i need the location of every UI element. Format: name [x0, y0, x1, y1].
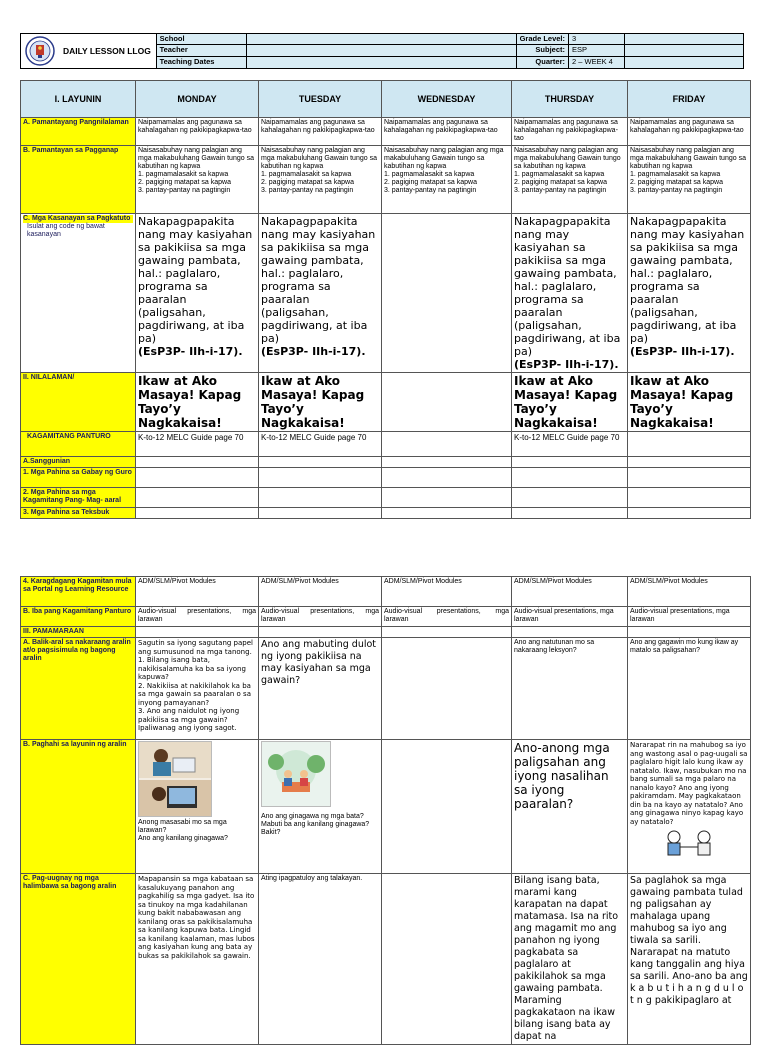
empty-cell	[628, 488, 751, 508]
cell-text: Nararapat rin na mahubog sa iyo ang wastong asal o pag-uugali sa paglalaro higit lalo kung ikaw ay natatalo. Ikaw, nasubukan mo na bang sumali sa mga palaro na nanalo kayo? Ano ang iyong pakiramdam. May pagkakataon din ba na kayo ay natatalo? Ano ang ginagawa ninyo kapag kayo ay natatalo?	[630, 741, 748, 826]
cell-monday: Ikaw at Ako Masaya! Kapag Tayo’y Nagkakaisa!	[136, 373, 259, 432]
cell-monday: ADM/SLM/Pivot Modules	[136, 577, 259, 607]
col-header-layunin: I. LAYUNIN	[21, 81, 136, 118]
row-balik-aral	[21, 638, 751, 740]
cell-wednesday: ADM/SLM/Pivot Modules	[382, 577, 512, 607]
cell-monday: K-to-12 MELC Guide page 70	[136, 432, 259, 457]
spacer-cell	[625, 45, 743, 56]
row-label: KAGAMITANG PANTURO	[21, 432, 136, 457]
cell-friday: Sa paglahok sa mga gawaing pambata tulad ng paligsahan ay mahalaga upang mahubog sa iyo ang tiwala sa sarili. Nararapat na matuto kang tanggalin ang hiya sa sarili. Ano-ano ba ang k a b u t i h a n g d u l o t n g pakikipaglaro at	[628, 874, 751, 1045]
cell-thursday: Naisasabuhay nang palagian ang mga makabuluhang Gawain tungo sa kabutihan ng kapwa 1. pagmamalasakit sa kapwa 2. pagiging matapat sa kapwa 3. pantay-pantay na pagtingin	[512, 146, 628, 214]
empty-cell	[259, 468, 382, 488]
cell-tuesday: Ano ang mabuting dulot ng iyong pakikiisa na may kasiyahan sa mga gawain?	[259, 638, 382, 740]
cell-wednesday	[382, 740, 512, 874]
row-kagamitang-pang-mag-aaral	[21, 488, 751, 508]
cell-wednesday: Naipamamalas ang pagunawa sa kahalagahan ng pakikipagkapwa-tao	[382, 118, 512, 146]
cell-friday	[628, 740, 751, 874]
col-header-friday: FRIDAY	[628, 81, 751, 118]
empty-cell	[136, 508, 259, 519]
row-label: 2. Mga Pahina sa mga Kagamitang Pang- Mag- aaral	[21, 488, 136, 508]
row-paghahi-sa-layunin	[21, 740, 751, 874]
header-bar	[20, 33, 744, 69]
teacher-label: Teacher	[157, 45, 247, 56]
empty-cell	[628, 457, 751, 468]
empty-cell	[259, 627, 382, 638]
empty-cell	[628, 627, 751, 638]
competency-code: (EsP3P- IIh-i-17).	[138, 345, 243, 358]
cell-tuesday: Audio-visual presentations, mga larawan	[259, 607, 382, 627]
row-label: 1. Mga Pahina sa Gabay ng Guro	[21, 468, 136, 488]
col-header-wednesday: WEDNESDAY	[382, 81, 512, 118]
row-label: A.Sanggunian	[21, 457, 136, 468]
cell-text: Ano ang ginagawa ng mga bata? Mabuti ba ang kanilang ginagawa? Bakit?	[261, 813, 370, 836]
cell-thursday: Bilang isang bata, marami kang karapatan na dapat matamasa. Isa na rito ang magamit mo ang panahon ng iyong pagkabata sa paglalaro at pakikilahok sa mga gawaing pambata. Maraming pagkakataon na ikaw bilang isang bata ay dapat na	[512, 874, 628, 1045]
empty-cell	[259, 508, 382, 519]
row-label: A. Pamantayang Pangnilalaman	[21, 118, 136, 146]
table-header-row	[21, 81, 751, 118]
col-header-tuesday: TUESDAY	[259, 81, 382, 118]
row-karagdagang-kagamitan	[21, 577, 751, 607]
cell-monday	[136, 740, 259, 874]
row-label: B. Pamantayan sa Pagganap	[21, 146, 136, 214]
subject-value: ESP	[569, 45, 625, 56]
cell-thursday	[512, 214, 628, 373]
empty-cell	[512, 457, 628, 468]
cell-friday: Ano ang gagawin mo kung ikaw ay matalo sa paligsahan?	[628, 638, 751, 740]
cell-wednesday: Naisasabuhay nang palagian ang mga makabuluhang Gawain tungo sa kabutihan ng kapwa 1. pagmamalasakit sa kapwa 2. pagiging matapat sa kapwa 3. pantay-pantay na pagtingin	[382, 146, 512, 214]
empty-cell	[136, 627, 259, 638]
subject-label: Subject:	[517, 45, 569, 56]
empty-cell	[136, 488, 259, 508]
quarter-label: Quarter:	[517, 57, 569, 68]
row-label: B. Iba pang Kagamitang Panturo	[21, 607, 136, 627]
row-label: A. Balik-aral sa nakaraang aralin at/o pagsisimula ng bagong aralin	[21, 638, 136, 740]
row-sanggunian	[21, 457, 751, 468]
cell-wednesday	[382, 432, 512, 457]
lesson-table-bottom	[20, 576, 751, 1045]
empty-cell	[136, 468, 259, 488]
children-playing-illustration	[261, 741, 331, 807]
row-pamantayan-sa-pagganap	[21, 146, 751, 214]
row-label: C. Pag-uugnay ng mga halimbawa sa bagong aralin	[21, 874, 136, 1045]
spacer-cell	[625, 57, 743, 68]
header-brand	[21, 34, 157, 68]
grade-level-label: Grade Level:	[517, 34, 569, 45]
cell-friday	[628, 432, 751, 457]
cell-tuesday: Ating ipagpatuloy ang talakayan.	[259, 874, 382, 1045]
cell-thursday: K-to-12 MELC Guide page 70	[512, 432, 628, 457]
row-label: 3. Mga Pahina sa Teksbuk	[21, 508, 136, 519]
empty-cell	[628, 508, 751, 519]
empty-cell	[512, 468, 628, 488]
row-nilalaman	[21, 373, 751, 432]
cell-thursday: Ikaw at Ako Masaya! Kapag Tayo’y Nagkakaisa!	[512, 373, 628, 432]
competency-code: (EsP3P- IIh-i-17).	[630, 345, 735, 358]
cell-tuesday	[259, 740, 382, 874]
cell-wednesday	[382, 214, 512, 373]
empty-cell	[136, 457, 259, 468]
row-sublabel: Isulat ang code ng bawat kasanayan	[27, 223, 105, 238]
cell-friday: Naipamamalas ang pagunawa sa kahalagahan ng pakikipagkapwa-tao	[628, 118, 751, 146]
row-kagamitang-panturo	[21, 432, 751, 457]
col-header-thursday: THURSDAY	[512, 81, 628, 118]
competency-text: Nakapagpapakita nang may kasiyahan sa pakikiisa sa mga gawaing pambata, hal.: paglalaro, programa sa paaralan (paligsahan, pagdiriwang, at iba pa)	[138, 215, 253, 345]
empty-cell	[382, 468, 512, 488]
cell-tuesday: Naipamamalas ang pagunawa sa kahalagahan ng pakikipagkapwa-tao	[259, 118, 382, 146]
header-info-grid	[157, 34, 743, 68]
cell-monday: Naisasabuhay nang palagian ang mga makabuluhang Gawain tungo sa kabutihan ng kapwa 1. pagmamalasakit sa kapwa 2. pagiging matapat sa kapwa 3. pantay-pantay na pagtingin	[136, 146, 259, 214]
competency-text: Nakapagpapakita nang may kasiyahan sa pakikiisa sa mga gawaing pambata, hal.: paglalaro, programa sa paaralan (paligsahan, pagdiriwang, at iba pa)	[630, 215, 745, 345]
cell-friday: Audio-visual presentations, mga larawan	[628, 607, 751, 627]
empty-cell	[382, 488, 512, 508]
school-value	[247, 34, 517, 45]
empty-cell	[512, 627, 628, 638]
cell-thursday: Audio-visual presentations, mga larawan	[512, 607, 628, 627]
row-pamantayang-pangnilalaman	[21, 118, 751, 146]
empty-cell	[628, 468, 751, 488]
spacer-cell	[625, 34, 743, 45]
cell-thursday: Ano-anong mga paligsahan ang iyong nasalihan sa iyong paaralan?	[512, 740, 628, 874]
cell-friday: Ikaw at Ako Masaya! Kapag Tayo’y Nagkakaisa!	[628, 373, 751, 432]
deped-seal-icon	[25, 36, 55, 66]
row-label: 4. Karagdagang Kagamitan mula sa Portal ng Learning Resource	[21, 577, 136, 607]
cell-monday: Sagutin sa iyong sagutang papel ang sumusunod na mga tanong. 1. Bilang isang bata, nakikisalamuha ka ba sa iyong kapuwa? 2. Nakikiisa at nakikilahok ka ba sa mga gawain sa paaralan o sa inyong pamayanan? 3. Ano ang naidulot ng iyong pakikiisa sa mga gawain? Ipaliwanag ang iyong sagot.	[136, 638, 259, 740]
cell-thursday: ADM/SLM/Pivot Modules	[512, 577, 628, 607]
row-label: C. Mga Kasanayan sa Pagkatuto	[23, 215, 133, 223]
teaching-dates-label: Teaching Dates	[157, 57, 247, 68]
grade-level-value: 3	[569, 34, 625, 45]
teaching-dates-value	[247, 57, 517, 68]
quarter-value: 2 – WEEK 4	[569, 57, 625, 68]
cell-tuesday: ADM/SLM/Pivot Modules	[259, 577, 382, 607]
row-label: II. NILALAMAN/	[21, 373, 136, 432]
row-teksbuk	[21, 508, 751, 519]
cell-tuesday: K-to-12 MELC Guide page 70	[259, 432, 382, 457]
col-header-monday: MONDAY	[136, 81, 259, 118]
child-reading-illustration	[138, 741, 212, 817]
row-label: B. Paghahi sa layunin ng aralin	[21, 740, 136, 874]
cell-monday: Naipamamalas ang pagunawa sa kahalagahan ng pakikipagkapwa-tao	[136, 118, 259, 146]
page-title: DAILY LESSON LLOG	[63, 46, 151, 56]
cell-wednesday	[382, 874, 512, 1045]
empty-cell	[259, 457, 382, 468]
cell-tuesday	[259, 214, 382, 373]
empty-cell	[259, 488, 382, 508]
cell-thursday: Naipamamalas ang pagunawa sa kahalagahan ng pakikipagkapwa-tao	[512, 118, 628, 146]
cell-friday	[628, 214, 751, 373]
lesson-table-top	[20, 80, 751, 519]
cell-text: Anong masasabi mo sa mga larawan? Ano ang kanilang ginagawa?	[138, 819, 228, 842]
competency-code: (EsP3P- IIh-i-17).	[514, 358, 619, 371]
empty-cell	[512, 508, 628, 519]
cell-thursday: Ano ang natutunan mo sa nakaraang leksyon?	[512, 638, 628, 740]
empty-cell	[382, 627, 512, 638]
cell-friday: ADM/SLM/Pivot Modules	[628, 577, 751, 607]
teacher-value	[247, 45, 517, 56]
empty-cell	[382, 508, 512, 519]
row-kasanayan-sa-pagkatuto	[21, 214, 751, 373]
cell-wednesday	[382, 373, 512, 432]
cell-wednesday	[382, 638, 512, 740]
kids-handshake-illustration	[658, 829, 722, 863]
cell-monday: Mapapansin sa mga kabataan sa kasalukuyang panahon ang pagkahilig sa mga gadyet. Isa ito sa tinukoy na mga kadahilanan kung bakit nababawasan ang kanilang oras sa pakikisalamuha sa kanilang kapuwa bata. Lingid sa kanilang kaalaman, mas lubos ang kasiyahan kung ang bata ay bukas sa pakikilahok sa gawain.	[136, 874, 259, 1045]
competency-text: Nakapagpapakita nang may kasiyahan sa pakikiisa sa mga gawaing pambata, hal.: paglalaro, programa sa paaralan (paligsahan, pagdiriwang, at iba pa)	[261, 215, 376, 345]
row-label: III. PAMAMARAAN	[21, 627, 136, 638]
row-label-cell	[21, 214, 136, 373]
row-pamamaraan	[21, 627, 751, 638]
empty-cell	[382, 457, 512, 468]
cell-tuesday: Ikaw at Ako Masaya! Kapag Tayo’y Nagkakaisa!	[259, 373, 382, 432]
school-label: School	[157, 34, 247, 45]
row-pag-uugnay	[21, 874, 751, 1045]
empty-cell	[512, 488, 628, 508]
row-iba-pang-kagamitan	[21, 607, 751, 627]
competency-text: Nakapagpapakita nang may kasiyahan sa pakikiisa sa mga gawaing pambata, hal.: paglalaro, programa sa paaralan (paligsahan, pagdiriwang, at iba pa)	[514, 215, 621, 358]
cell-wednesday: Audio-visual presentations, mga larawan	[382, 607, 512, 627]
cell-monday	[136, 214, 259, 373]
cell-monday: Audio-visual presentations, mga larawan	[136, 607, 259, 627]
row-gabay-ng-guro	[21, 468, 751, 488]
cell-friday: Naisasabuhay nang palagian ang mga makabuluhang Gawain tungo sa kabutihan ng kapwa 1. pagmamalasakit sa kapwa 2. pagiging matapat sa kapwa 3. pantay-pantay na pagtingin	[628, 146, 751, 214]
competency-code: (EsP3P- IIh-i-17).	[261, 345, 366, 358]
cell-tuesday: Naisasabuhay nang palagian ang mga makabuluhang Gawain tungo sa kabutihan ng kapwa 1. pagmamalasakit sa kapwa 2. pagiging matapat sa kapwa 3. pantay-pantay na pagtingin	[259, 146, 382, 214]
